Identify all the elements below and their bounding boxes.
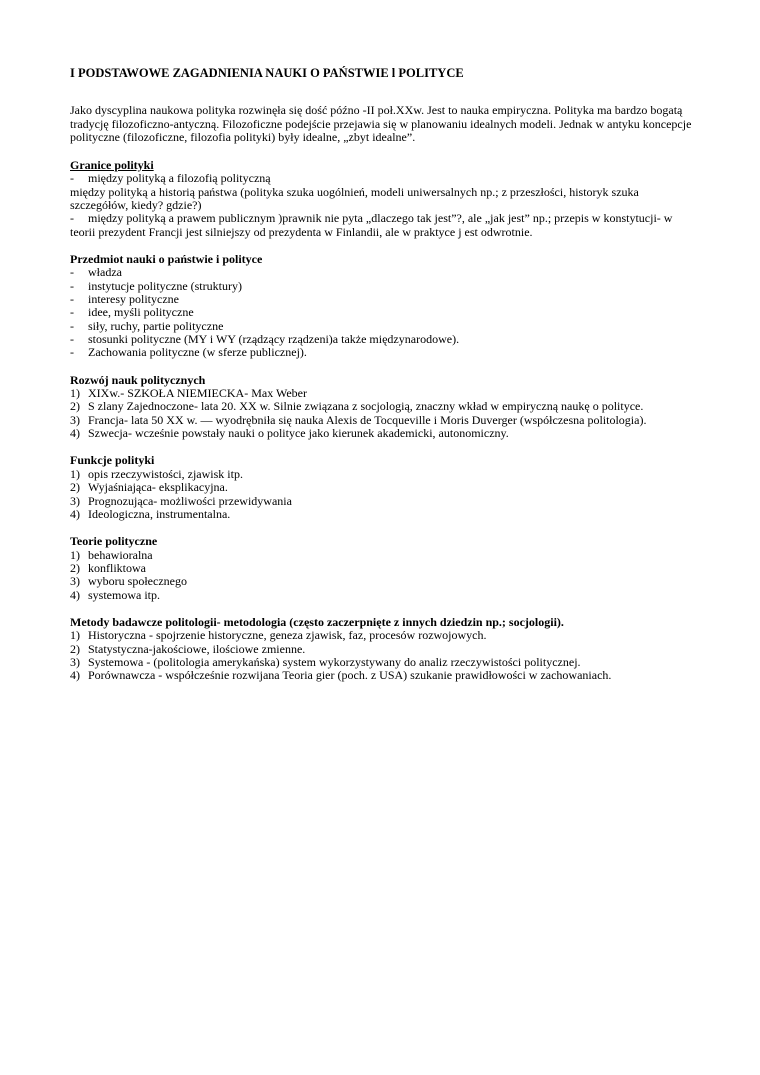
list-item-text: wyboru społecznego bbox=[88, 574, 187, 589]
section-heading: Metody badawcze politologii- metodologia (często zaczerpnięte z innych dziedzin np.; socjologii). bbox=[70, 614, 564, 629]
list-item bbox=[70, 427, 692, 440]
section-metody-badawcze bbox=[70, 616, 692, 683]
list-item bbox=[70, 549, 692, 562]
section-przedmiot-nauki bbox=[70, 253, 692, 360]
list-item bbox=[70, 468, 692, 481]
number-marker: 1) bbox=[70, 386, 80, 401]
list-item bbox=[70, 643, 692, 656]
list-item bbox=[70, 172, 692, 185]
number-marker: 3) bbox=[70, 655, 80, 670]
list-item-text: Systemowa - (politologia amerykańska) system wykorzystywany do analiz rzeczywistości politycznej. bbox=[88, 655, 581, 670]
list-item-text: Wyjaśniająca- eksplikacyjna. bbox=[88, 480, 228, 495]
dash-marker: - bbox=[70, 345, 74, 360]
list-item-text: behawioralna bbox=[88, 547, 153, 562]
number-marker: 1) bbox=[70, 466, 80, 481]
dash-marker: - bbox=[70, 305, 74, 320]
list-item bbox=[70, 346, 692, 359]
dash-marker: - bbox=[70, 318, 74, 333]
list-item-text: instytucje polityczne (struktury) bbox=[88, 278, 242, 293]
list-item-text: stosunki polityczne (MY i WY (rządzący rządzeni)a także międzynarodowe). bbox=[88, 331, 460, 346]
list-item-text: Statystyczna-jakościowe, ilościowe zmienne. bbox=[88, 641, 306, 656]
list-item bbox=[70, 656, 692, 669]
section-heading: Teorie polityczne bbox=[70, 534, 158, 549]
dash-marker: - bbox=[70, 292, 74, 307]
list-item-text: Francja- lata 50 XX w. — wyodrębniła się nauka Alexis de Tocqueville i Moris Duverger (współczesna politologia). bbox=[88, 412, 647, 427]
number-marker: 2) bbox=[70, 560, 80, 575]
list-item-text: Porównawcza - współcześnie rozwijana Teoria gier (poch. z USA) szukanie prawidłowości w zachowaniach. bbox=[88, 668, 612, 683]
list-item bbox=[70, 280, 692, 293]
list-item bbox=[70, 669, 692, 682]
number-marker: 3) bbox=[70, 574, 80, 589]
number-marker: 1) bbox=[70, 547, 80, 562]
list-item-text: interesy polityczne bbox=[88, 292, 179, 307]
list-item-text: systemowa itp. bbox=[88, 587, 160, 602]
list-item-text: między polityką a historią państwa (polityka szuka uogólnień, modeli uniwersalnych np.; z przeszłości, historyk szuka szczegółów, kiedy? gdzie?) bbox=[70, 184, 639, 212]
number-marker: 4) bbox=[70, 587, 80, 602]
list-item-text: Szwecja- wcześnie powstały nauki o polityce jako kierunek akademicki, autonomiczny. bbox=[88, 426, 509, 441]
list-item bbox=[70, 414, 692, 427]
list-item bbox=[70, 575, 692, 588]
list-item-text: Prognozująca- możliwości przewidywania bbox=[88, 493, 292, 508]
list-item bbox=[70, 495, 692, 508]
number-marker: 4) bbox=[70, 426, 80, 441]
list-item-text: Ideologiczna, instrumentalna. bbox=[88, 506, 231, 521]
list-item bbox=[70, 562, 692, 575]
section-granice-polityki bbox=[70, 159, 692, 239]
number-marker: 2) bbox=[70, 399, 80, 414]
number-marker: 2) bbox=[70, 480, 80, 495]
list-item-text: konfliktowa bbox=[88, 560, 146, 575]
list-item bbox=[70, 266, 692, 279]
number-marker: 3) bbox=[70, 412, 80, 427]
list-item bbox=[70, 320, 692, 333]
list-item bbox=[70, 293, 692, 306]
list-item bbox=[70, 186, 692, 213]
list-item-text: S zlany Zajednoczone- lata 20. XX w. Silnie związana z socjologią, znaczny wkład w empiryczną naukę o polityce. bbox=[88, 399, 644, 414]
number-marker: 3) bbox=[70, 493, 80, 508]
list-item bbox=[70, 333, 692, 346]
dash-marker: - bbox=[70, 265, 74, 280]
number-marker: 4) bbox=[70, 506, 80, 521]
section-heading: Granice polityki bbox=[70, 157, 154, 172]
section-teorie-polityczne bbox=[70, 535, 692, 602]
number-marker: 1) bbox=[70, 628, 80, 643]
document-title: I PODSTAWOWE ZAGADNIENIA NAUKI O PAŃSTWIE l POLITYCE bbox=[70, 66, 464, 80]
number-marker: 2) bbox=[70, 641, 80, 656]
section-heading: Rozwój nauk politycznych bbox=[70, 372, 206, 387]
list-item-text: władza bbox=[88, 265, 122, 280]
section-funkcje-polityki bbox=[70, 454, 692, 521]
list-item bbox=[70, 306, 692, 319]
section-heading: Przedmiot nauki o państwie i polityce bbox=[70, 251, 263, 266]
list-item-text: siły, ruchy, partie polityczne bbox=[88, 318, 224, 333]
list-item-text: między polityką a filozofią polityczną bbox=[88, 171, 271, 186]
list-item bbox=[70, 400, 692, 413]
list-item bbox=[70, 629, 692, 642]
dash-marker: - bbox=[70, 171, 74, 186]
list-item bbox=[70, 481, 692, 494]
dash-marker: - bbox=[70, 211, 74, 226]
list-item-text: idee, myśli polityczne bbox=[88, 305, 194, 320]
list-item-text: XIXw.- SZKOŁA NIEMIECKA- Max Weber bbox=[88, 386, 307, 401]
list-item-text: między polityką a prawem publicznym )prawnik nie pyta „dlaczego tak jest”?, ale „jak jest” np.; przepis w konstytucji- w teorii prezydent Francji jest silniejszy od prezydenta w Finlandii, ale w praktyce j est odwrotnie. bbox=[70, 211, 673, 239]
section-heading: Funkcje polityki bbox=[70, 453, 155, 468]
dash-marker: - bbox=[70, 278, 74, 293]
list-item-text: Zachowania polityczne (w sferze publicznej). bbox=[88, 345, 307, 360]
list-item bbox=[70, 589, 692, 602]
intro-paragraph: Jako dyscyplina naukowa polityka rozwinęła się dość późno -II poł.XXw. Jest to nauka empiryczna. Polityka ma bardzo bogatą tradycję filozoficzno-antyczną. Filozoficzne podejście przejawia się w planowaniu idealnych modeli. Jednak w antyku koncepcje polityczne (filozoficzne, filozofia polityki) były idealne, „zbyt idealne”. bbox=[70, 103, 692, 145]
list-item bbox=[70, 212, 692, 239]
list-item-text: Historyczna - spojrzenie historyczne, geneza zjawisk, faz, procesów rozwojowych. bbox=[88, 628, 487, 643]
dash-marker: - bbox=[70, 331, 74, 346]
list-item bbox=[70, 508, 692, 521]
section-rozwoj-nauk bbox=[70, 374, 692, 441]
number-marker: 4) bbox=[70, 668, 80, 683]
list-item-text: opis rzeczywistości, zjawisk itp. bbox=[88, 466, 243, 481]
list-item bbox=[70, 387, 692, 400]
